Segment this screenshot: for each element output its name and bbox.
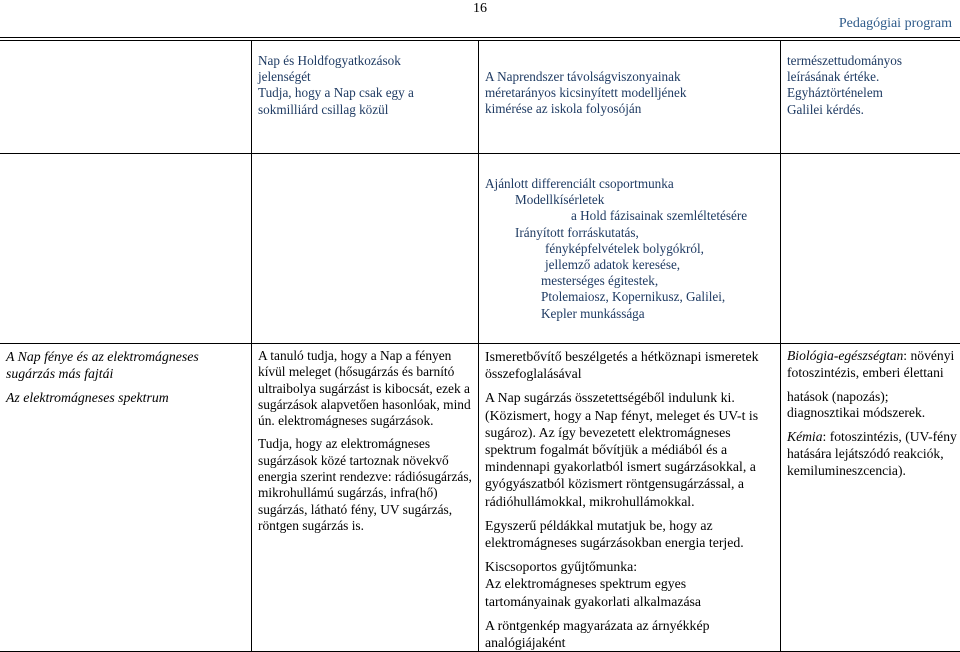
program-label: Pedagógiai program (839, 16, 952, 32)
activity-2: A Nap sugárzás összetettségéből indulunk ki. (Közismert, hogy a Nap fényt, meleget és UV-t is sugároz). Az így bevezetett elektromágneses spektrum fogalmát bővítjük a médiából és a mindennapi gyakorlatból ismert sugárzásokkal, a gyógyászatból közismert röntgensugárzással, a rádióhullámokkal, mikrohullámokkal. (485, 389, 775, 509)
row3-col1 (0, 344, 252, 652)
line: Nap és Holdfogyatkozások (258, 53, 473, 69)
line: Ajánlott differenciált csoportmunka (485, 176, 775, 192)
table-row (0, 344, 960, 652)
line: Irányított forráskutatás, (485, 225, 775, 241)
activity-4-body: Az elektromágneses spektrum egyes tartományainak gyakorlati alkalmazása (485, 575, 775, 609)
crosslink-chemistry: Kémia: fotoszintézis, (UV-fény hatására lejátszódó reakciók, kemilumineszcencia). (787, 429, 957, 479)
line: Kepler munkássága (485, 306, 775, 322)
line: kimérése az iskola folyosóján (485, 101, 775, 117)
topic-title: A Nap fénye és az elektromágneses sugárzás más fajtái (6, 348, 246, 382)
line: Ptolemaiosz, Kopernikusz, Galilei, (485, 289, 775, 305)
line: sokmilliárd csillag közül (258, 102, 473, 118)
line: leírásának értéke. (787, 69, 957, 85)
crosslink-biology-body: növényi fotoszintézis, emberi élettani (787, 348, 954, 380)
row1-col2 (252, 41, 479, 154)
activity-4-label: Kiscsoportos gyűjtőmunka: (485, 558, 775, 575)
topic-subtitle: Az elektromágneses spektrum (6, 389, 246, 406)
activity-5: A röntgenkép magyarázata az árnyékkép analógiájaként (485, 617, 775, 651)
learning-outcome-2: Tudja, hogy az elektromágneses sugárzások közé tartoznak növekvő energia szerint rendezve: rádiósugárzás, mikrohullámú sugárzás, infra(hő) sugárzás, látható fény, UV sugárzás, röntgen sugárzás is. (258, 436, 473, 534)
row1-col1 (0, 41, 252, 154)
activity-1: Ismeretbővítő beszélgetés a hétköznapi ismeretek összefoglalásával (485, 348, 775, 382)
line: a Hold fázisainak szemléltetésére (485, 208, 775, 224)
activity-3: Egyszerű példákkal mutatjuk be, hogy az elektromágneses sugárzásokban energia terjed. (485, 517, 775, 551)
crosslink-chemistry-body: fotoszintézis, (UV-fény hatására lejátszódó reakciók, kemilumineszcencia). (787, 429, 957, 478)
subject-biology: Biológia-egészségtan (787, 348, 903, 363)
subject-chemistry: Kémia (787, 429, 823, 444)
row1-col3 (479, 41, 781, 154)
line: jellemző adatok keresése, (485, 257, 775, 273)
row2-col2 (252, 154, 479, 344)
line: természettudományos (787, 53, 957, 69)
line: méretarányos kicsinyített modelljének (485, 85, 775, 101)
table-row (0, 154, 960, 344)
line: fényképfelvételek bolygókról, (485, 241, 775, 257)
crosslink-biology-2: hatások (napozás); diagnosztikai módszerek. (787, 389, 957, 423)
line: Egyháztörténelem (787, 85, 957, 101)
line: jelenségét (258, 69, 473, 85)
table-row (0, 41, 960, 154)
row2-col3 (479, 154, 781, 344)
crosslink-biology: Biológia-egészségtan: növényi fotoszintézis, emberi élettani (787, 348, 957, 382)
line: mesterséges égitestek, (485, 273, 775, 289)
row3-col3 (479, 344, 781, 652)
row1-col4 (781, 41, 960, 154)
line: A Naprendszer távolságviszonyainak (485, 69, 775, 85)
row3-col4 (781, 344, 960, 652)
row3-col2 (252, 344, 479, 652)
page-number: 16 (0, 1, 960, 17)
line: Galilei kérdés. (787, 102, 957, 118)
learning-outcome-1: A tanuló tudja, hogy a Nap a fényen kívül meleget (hősugárzás és barnító ultraibolya sugárzást is kibocsát, ezek a sugárzások alapvetően hasonlóak, mind ún. elektromágneses sugárzások. (258, 348, 473, 429)
row2-col1 (0, 154, 252, 344)
row2-col4 (781, 154, 960, 344)
curriculum-table (0, 40, 960, 652)
header-rule (0, 37, 960, 38)
line: Tudja, hogy a Nap csak egy a (258, 85, 473, 101)
line: Modellkísérletek (485, 192, 775, 208)
